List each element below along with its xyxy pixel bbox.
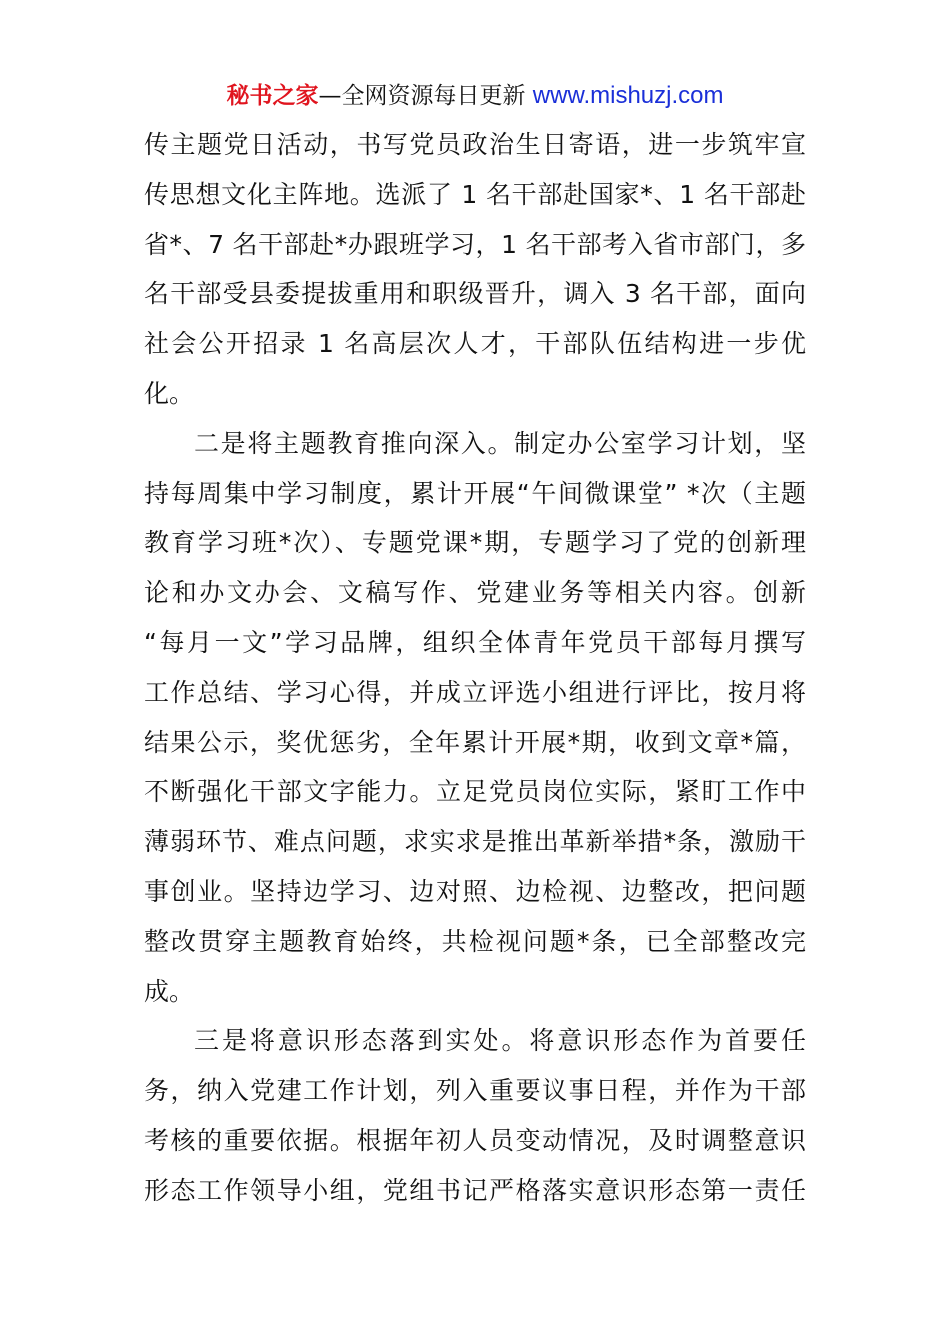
text-line: 务，纳入党建工作计划，列入重要议事日程，并作为干部 xyxy=(144,1076,806,1106)
text-line: 形态工作领导小组，党组书记严格落实意识形态第一责任 xyxy=(144,1175,806,1205)
text-line: 省*、7 名干部赴*办跟班学习，1 名干部考入省市部门，多 xyxy=(144,229,806,259)
site-header xyxy=(0,80,950,112)
text-line: 不断强化干部文字能力。立足党员岗位实际，紧盯工作中 xyxy=(144,777,806,807)
text-line: 薄弱环节、难点问题，求实求是推出革新举措*条，激励干 xyxy=(144,827,806,857)
text-line: 传主题党日活动，书写党员政治生日寄语，进一步筑牢宣 xyxy=(144,130,806,159)
text-line: 名干部受县委提拔重用和职级晋升，调入 3 名干部，面向 xyxy=(144,279,806,309)
header-tagline: —全网资源每日更新 xyxy=(318,83,533,109)
text-line: 传思想文化主阵地。选派了 1 名干部赴国家*、1 名干部赴 xyxy=(144,179,806,209)
text-line: 社会公开招录 1 名高层次人才，干部队伍结构进一步优 xyxy=(144,329,806,359)
text-line: 事创业。坚持边学习、边对照、边检视、边整改，把问题 xyxy=(144,876,806,906)
text-line: 持每周集中学习制度，累计开展“午间微课堂” *次（主题 xyxy=(144,478,806,508)
paragraph-start-line: 三是将意识形态落到实处。将意识形态作为首要任 xyxy=(194,1026,806,1056)
text-line: 结果公示，奖优惩劣，全年累计开展*期，收到文章*篇， xyxy=(144,727,806,757)
brand-name: 秘书之家 xyxy=(226,83,319,109)
text-line: 论和办文办会、文稿写作、党建业务等相关内容。创新 xyxy=(144,578,806,608)
text-line: 考核的重要依据。根据年初人员变动情况，及时调整意识 xyxy=(144,1125,806,1155)
text-line: 成。 xyxy=(144,976,195,1006)
text-line: 化。 xyxy=(144,378,195,408)
text-line: 整改贯穿主题教育始终，共检视问题*条，已全部整改完 xyxy=(144,926,806,956)
text-line: “每月一文”学习品牌，组织全体青年党员干部每月撰写 xyxy=(144,627,806,657)
text-line: 工作总结、学习心得，并成立评选小组进行评比，按月将 xyxy=(144,677,806,707)
document-body xyxy=(144,120,806,1216)
text-line: 教育学习班*次）、专题党课*期，专题学习了党的创新理 xyxy=(144,528,806,558)
paragraph-start-line: 二是将主题教育推向深入。制定办公室学习计划，坚 xyxy=(194,428,806,458)
site-url[interactable]: www.mishuzj.com xyxy=(532,82,724,109)
